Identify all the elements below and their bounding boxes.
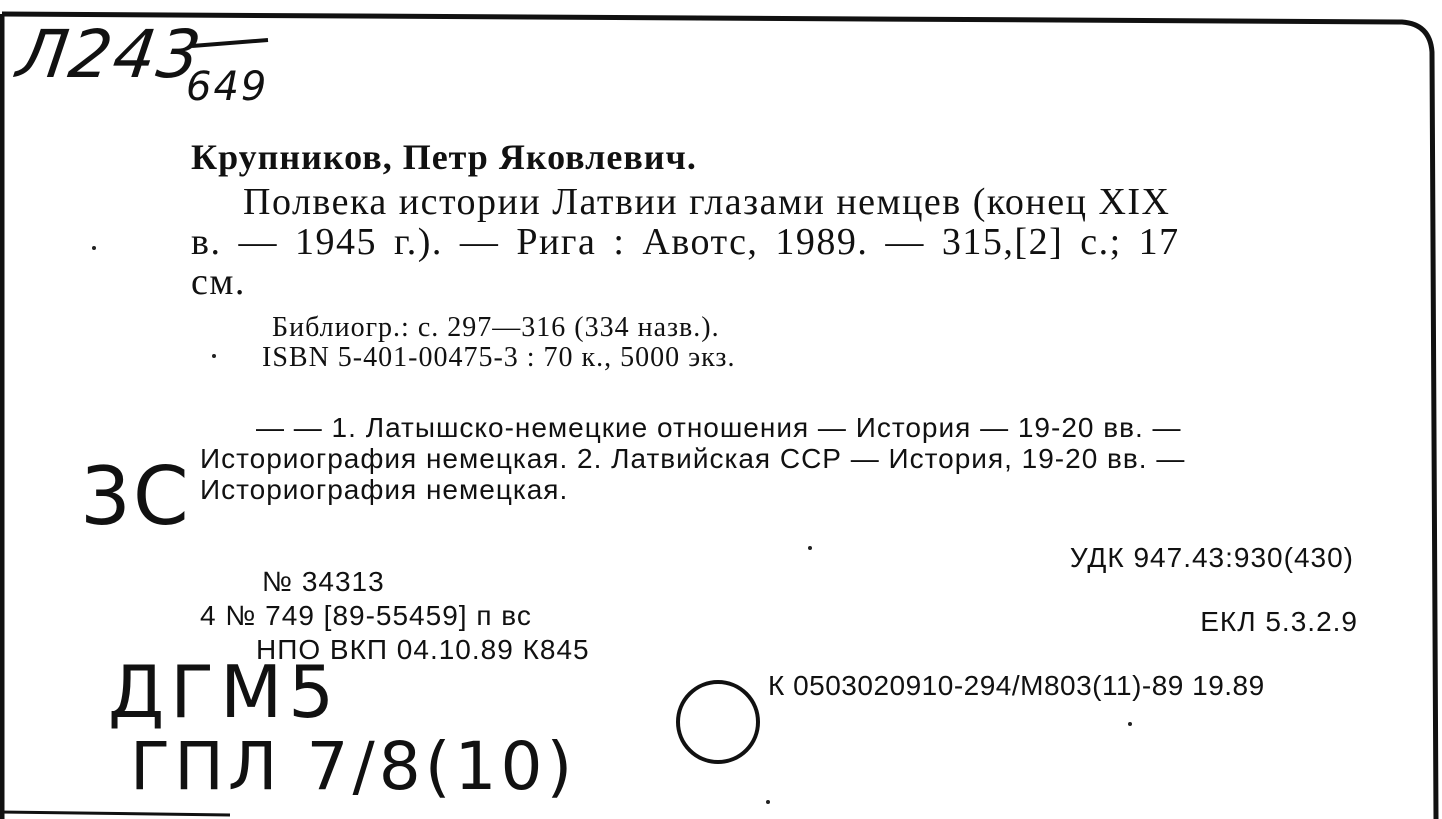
printer-line: НПО ВКП 04.10.89 К845: [256, 634, 590, 665]
handwritten-shelf-mark-sub: 649: [186, 64, 269, 110]
ink-speck: [1128, 722, 1132, 726]
ink-speck: [766, 800, 770, 804]
udk-code: УДК 947.43:930(430): [1069, 542, 1354, 573]
isbn-note: ISBN 5-401-00475-3 : 70 к., 5000 экз.: [262, 342, 736, 373]
author-heading: Крупников, Петр Яковлевич.: [191, 137, 697, 177]
ink-speck: [808, 546, 812, 550]
ink-speck: [92, 246, 96, 250]
subject-line-1: — — 1. Латышско-немецкие отношения — История — 19-20 вв. —: [256, 412, 1182, 443]
punch-hole-circle: [676, 680, 760, 764]
ekl-code: ЕКЛ 5.3.2.9: [1200, 606, 1358, 637]
handwritten-3c-mark: 3С: [80, 450, 191, 543]
title-line-2: в. — 1945 г.). — Рига : Авотс, 1989. — 315,[2] с.; 17: [191, 221, 1180, 263]
subject-line-2: Историография немецкая. 2. Латвийская ССР — История, 19-20 вв. —: [200, 443, 1186, 474]
order-number: 4 № 749 [89-55459] п вс: [200, 600, 532, 631]
handwritten-shelf-mark: Л243: [12, 16, 208, 93]
k-code: К 0503020910-294/М803(11)-89 19.89: [768, 670, 1265, 701]
ink-speck: [212, 354, 216, 358]
card-number: № 34313: [262, 566, 385, 597]
handwritten-dgms-mark: ДГМ5: [108, 650, 341, 734]
handwritten-gpl-mark: ГПЛ 7/8(10): [130, 728, 577, 805]
title-line-3: см.: [191, 261, 246, 303]
title-line-1: Полвека истории Латвии глазами немцев (конец XIX: [243, 181, 1171, 223]
bibliography-note: Библиогр.: с. 297—316 (334 назв.).: [272, 312, 720, 343]
subject-line-3: Историография немецкая.: [200, 474, 569, 505]
